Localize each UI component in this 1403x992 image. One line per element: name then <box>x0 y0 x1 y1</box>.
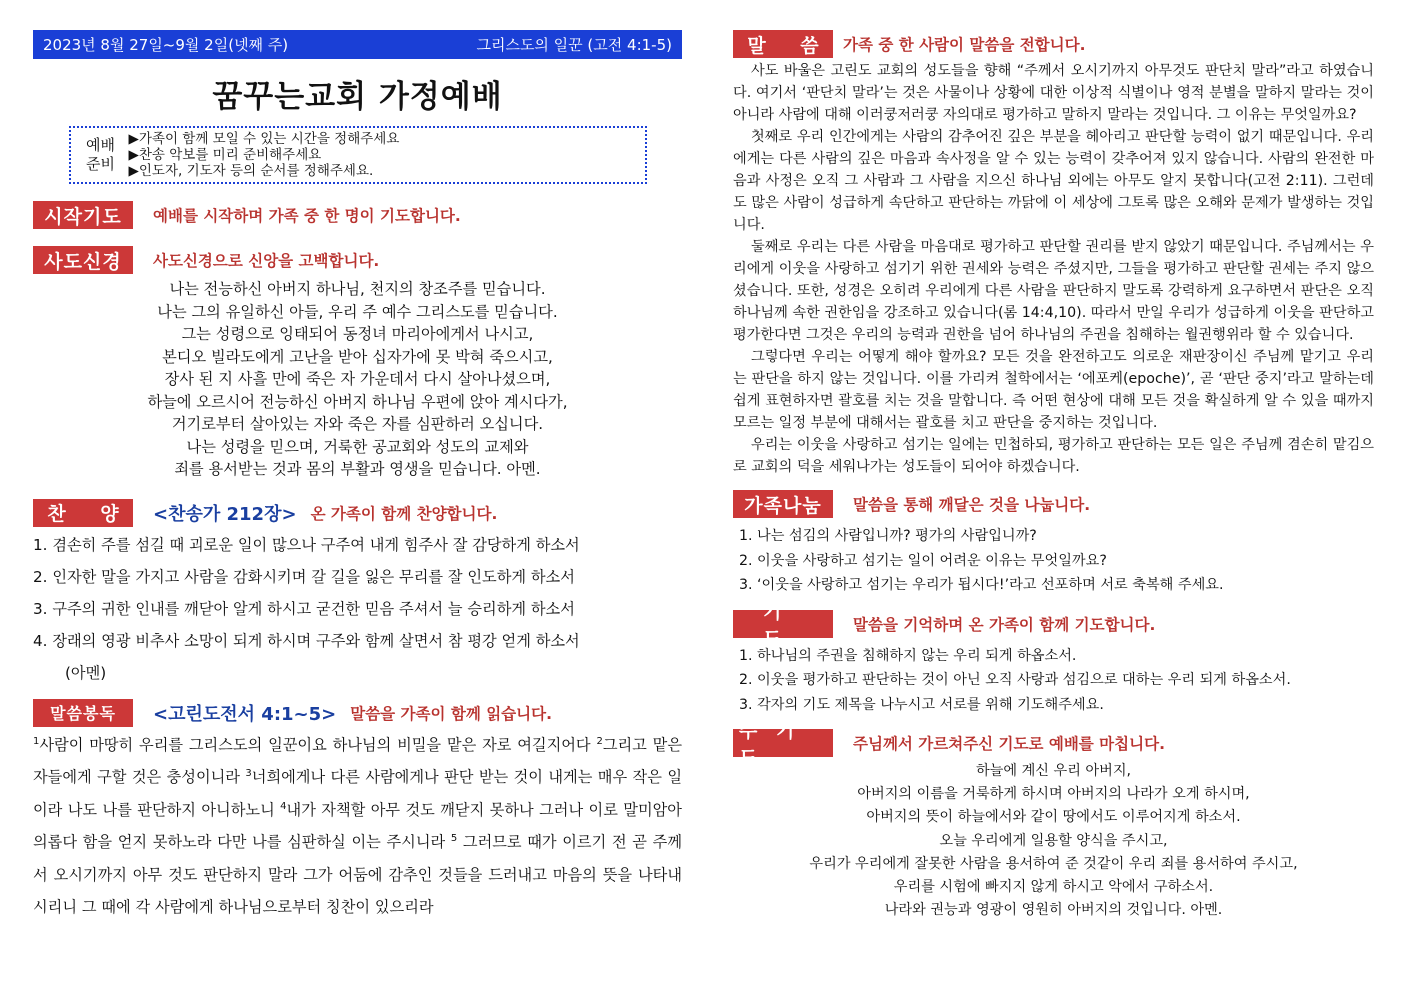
preparation-item: ▶찬송 악보를 미리 준비해주세요 <box>128 147 322 163</box>
verse-text: 그리고 맡은 자들에게 구할 것은 충성이니라 <box>33 735 682 786</box>
hymn-ref: <찬송가 212장> <box>153 503 297 525</box>
header-bar <box>33 30 682 59</box>
creed-line: 나는 전능하신 아버지 하나님, 천지의 창조주를 믿습니다. <box>169 280 546 298</box>
scripture-text <box>33 729 682 924</box>
weekly-theme: 그리스도의 일꾼 (고전 4:1-5) <box>476 36 672 54</box>
verse-number: 5 <box>450 833 458 844</box>
hymn-desc: 온 가족이 함께 찬양합니다. <box>310 504 498 523</box>
verse-text: 너희에게나 다른 사람에게나 판단 받는 것이 내게는 매우 작은 일이라 나도 나를 판단하지 아니하노니 <box>33 768 682 819</box>
lords-prayer-line: 오늘 우리에게 일용할 양식을 주시고, <box>939 832 1168 849</box>
verse-number: 1 <box>33 735 40 747</box>
preparation-list <box>129 131 400 179</box>
verse-number: 4 <box>280 800 287 812</box>
lords-prayer-text <box>733 760 1374 922</box>
scripture-label: 말씀봉독 <box>33 699 133 727</box>
prayer-list <box>733 644 1374 718</box>
creed-desc: 사도신경으로 신앙을 고백합니다. <box>153 252 380 270</box>
preparation-item: ▶가족이 함께 모일 수 있는 시간을 정해주세요 <box>128 131 400 147</box>
lords-prayer-line: 하늘에 계신 우리 아버지, <box>975 763 1132 779</box>
sermon-label: 말 씀 <box>733 30 833 58</box>
lords-prayer-line: 우리를 시험에 빠지지 않게 하시고 악에서 구하소서. <box>893 879 1214 896</box>
sharing-section <box>733 490 1374 518</box>
hymn-label: 찬 양 <box>33 499 133 527</box>
opening-prayer-section <box>33 201 682 229</box>
creed-label: 사도신경 <box>33 246 133 274</box>
hymn-amen: (아멘) <box>65 663 107 682</box>
hymn-verse: 1. 겸손히 주를 섬길 때 괴로운 일이 많으나 구주여 내게 힘주사 잘 감당하게 하소서 <box>33 535 580 554</box>
scripture-ref: <고린도전서 4:1~5> <box>153 703 337 725</box>
creed-line: 본디오 빌라도에게 고난을 받아 십자가에 못 박혀 죽으시고, <box>162 347 553 366</box>
preparation-item: ▶인도자, 기도자 등의 순서를 정해주세요. <box>128 163 374 179</box>
hymn-verse: 3. 구주의 귀한 인내를 깨닫아 알게 하시고 굳건한 믿음 주셔서 늘 승리하게 하소서 <box>33 599 575 618</box>
opening-prayer-label: 시작기도 <box>33 201 133 229</box>
verse-text: 내가 자책할 아무 것도 깨닫지 못하나 그러나 이로 말미암아 의롭다 함을 얻지 못하노라 다만 나를 심판하실 이는 주시니라 <box>33 800 682 851</box>
lords-prayer-line: 아버지의 뜻이 하늘에서와 같이 땅에서도 이루어지게 하소서. <box>866 809 1241 826</box>
lords-prayer-desc: 주님께서 가르쳐주신 기도로 예배를 마칩니다. <box>853 735 1165 753</box>
lords-prayer-line: 아버지의 이름을 거룩하게 하시며 아버지의 나라가 오게 하시며, <box>857 786 1250 803</box>
hymn-section <box>33 499 682 527</box>
scripture-desc: 말씀을 가족이 함께 읽습니다. <box>350 704 552 723</box>
sermon-paragraph: 첫째로 우리 인간에게는 사람의 감추어진 깊은 부분을 헤아리고 판단할 능력이 없기 때문입니다. 우리에게는 다른 사람의 깊은 마음과 속사정을 알 수 있는 능력이 갖추어져 있지 않습니다. 사람의 완전한 마음과 사정은 오직 그 사람과 그 사람을 지으신 하나님 외에는 아무도 알지 못합니다(고전 2:11). 그런데도 많은 사람이 성급하게 속단하고 판단하는 까닭에 이 세상에 그토록 많은 오해와 문제가 발생하는 것입니다. <box>733 129 1374 233</box>
prayer-label: 기 도 <box>733 610 833 638</box>
creed-line: 거기로부터 살아있는 자와 죽은 자를 심판하러 오십니다. <box>171 415 544 433</box>
left-column <box>33 30 682 924</box>
creed-section <box>33 246 682 274</box>
creed-line: 죄를 용서받는 것과 몸의 부활과 영생을 믿습니다. 아멘. <box>174 460 541 478</box>
date-range: 2023년 8월 27일~9월 2일(넷째 주) <box>43 36 289 54</box>
lords-prayer-line: 우리가 우리에게 잘못한 사람을 용서하여 준 것같이 우리 죄를 용서하여 주시고, <box>809 855 1298 872</box>
creed-line: 장사 된 지 사흘 만에 죽은 자 가운데서 다시 살아나셨으며, <box>164 370 551 388</box>
sermon-paragraph: 그렇다면 우리는 어떻게 해야 할까요? 모든 것을 완전하고도 의로운 재판장이신 주님께 맡기고 우리는 판단을 하지 않는 것입니다. 이를 가리켜 철학에서는 ‘에포케(epoche)’, 곧 ‘판단 중지’라고 말하는데 쉽게 표현하자면 괄호를 치는 것을 말합니다. 즉 어떤 현상에 대해 모든 것을 확실하게 알 수 있을 때까지 모르는 일정 부분에 대해서는 괄호를 치고 판단을 중지하는 것입니다. <box>733 349 1374 431</box>
scripture-section <box>33 699 682 727</box>
creed-line: 나는 그의 유일하신 아들, 우리 주 예수 그리스도를 믿습니다. <box>157 302 558 321</box>
verse-number: 3 <box>245 768 252 779</box>
sermon-text <box>733 60 1374 478</box>
sharing-question: 3. ‘이웃을 사랑하고 섬기는 우리가 됩시다!’라고 선포하며 서로 축복해 주세요. <box>739 577 1224 593</box>
lords-prayer-label: 주 기 도 <box>733 729 833 757</box>
sharing-label: 가족나눔 <box>733 490 833 518</box>
prayer-item: 3. 각자의 기도 제목을 나누시고 서로를 위해 기도해주세요. <box>739 696 1104 713</box>
verse-number: 2 <box>596 735 603 747</box>
hymn-verse: 2. 인자한 말을 가지고 사람을 감화시키며 갈 길을 잃은 무리를 잘 인도하게 하소서 <box>33 567 575 586</box>
sermon-paragraph: 사도 바울은 고린도 교회의 성도들을 향해 “주께서 오시기까지 아무것도 판단치 말라”라고 하였습니다. 여기서 ‘판단치 말라’는 것은 사물이나 상황에 대한 이상적 식별이나 영적 분별을 말하지 말라는 것이 아니라 사람에 대해 이러쿵저러쿵 자의대로 평가하고 말하지 말라는 것입니다. 그 이유는 무엇일까요? <box>733 63 1374 123</box>
hymn-lyrics <box>33 529 682 689</box>
prayer-item: 1. 하나님의 주권을 침해하지 않는 우리 되게 하옵소서. <box>739 647 1077 664</box>
creed-line: 나는 성령을 믿으며, 거룩한 공교회와 성도의 교제와 <box>186 437 529 456</box>
sharing-question: 1. 나는 섬김의 사람입니까? 평가의 사람입니까? <box>739 528 1037 544</box>
sharing-desc: 말씀을 통해 깨달은 것을 나눕니다. <box>853 496 1091 514</box>
verse-text: 그러므로 때가 이르기 전 곧 주께서 오시기까지 아무 것도 판단하지 말라 그가 어둠에 감추인 것들을 드러내고 마음의 뜻을 나타내시리니 그 때에 각 사람에게 하나님으로부터 칭찬이 있으리라 <box>33 833 682 916</box>
prayer-section <box>733 600 1374 650</box>
preparation-label: 예배 준비 <box>86 136 115 173</box>
sermon-section <box>733 30 1374 58</box>
lords-prayer-line: 나라와 권능과 영광이 영원히 아버지의 것입니다. 아멘. <box>884 902 1223 919</box>
creed-line: 하늘에 오르시어 전능하신 아버지 하나님 우편에 앉아 계시다가, <box>147 392 568 411</box>
opening-prayer-desc: 예배를 시작하며 가족 중 한 명이 기도합니다. <box>153 207 461 225</box>
creed-line: 그는 성령으로 잉태되어 동정녀 마리아에게서 나시고, <box>181 325 534 343</box>
hymn-verse: 4. 장래의 영광 비추사 소망이 되게 하시며 구주와 함께 살면서 참 평강 얻게 하소서 <box>33 631 580 650</box>
sermon-paragraph: 우리는 이웃을 사랑하고 섬기는 일에는 민첩하되, 평가하고 판단하는 모든 일은 주님께 겸손히 맡김으로 교회의 덕을 세워나가는 성도들이 되어야 하겠습니다. <box>733 437 1374 475</box>
preparation-box <box>69 126 647 184</box>
lords-prayer-section <box>733 720 1374 769</box>
verse-text: 사람이 마땅히 우리를 그리스도의 일꾼이요 하나님의 비밀을 맡은 자로 여길지어다 <box>39 735 597 754</box>
sermon-desc: 가족 중 한 사람이 말씀을 전합니다. <box>843 36 1086 54</box>
sharing-list <box>733 524 1374 598</box>
prayer-desc: 말씀을 기억하며 온 가족이 함께 기도합니다. <box>853 615 1156 634</box>
creed-text <box>33 278 682 481</box>
prayer-item: 2. 이웃을 평가하고 판단하는 것이 아닌 오직 사랑과 섬김으로 대하는 우리 되게 하옵소서. <box>739 672 1291 688</box>
sermon-paragraph: 둘째로 우리는 다른 사람을 마음대로 평가하고 판단할 권리를 받지 않았기 때문입니다. 주님께서는 우리에게 이웃을 사랑하고 섬기기 위한 권세와 능력은 주셨지만, 그들을 평가하고 판단할 권세는 주지 않으셨습니다. 또한, 성경은 오히려 우리에게 다른 사람을 판단하지 말도록 강력하게 요구하면서 판단은 오직 하나님께 속한 권한임을 강조하고 있습니다(롬 14:4,10). 따라서 만일 우리가 성급하게 이웃을 판단하고 평가한다면 그것은 우리의 능력과 권한을 넘어 하나님의 주권을 침해하는 월권행위라 할 수 있습니다. <box>733 239 1374 343</box>
right-column <box>733 30 1374 922</box>
sharing-question: 2. 이웃을 사랑하고 섬기는 일이 어려운 이유는 무엇일까요? <box>739 552 1107 569</box>
page-title: 꿈꾸는교회 가정예배 <box>212 79 503 115</box>
